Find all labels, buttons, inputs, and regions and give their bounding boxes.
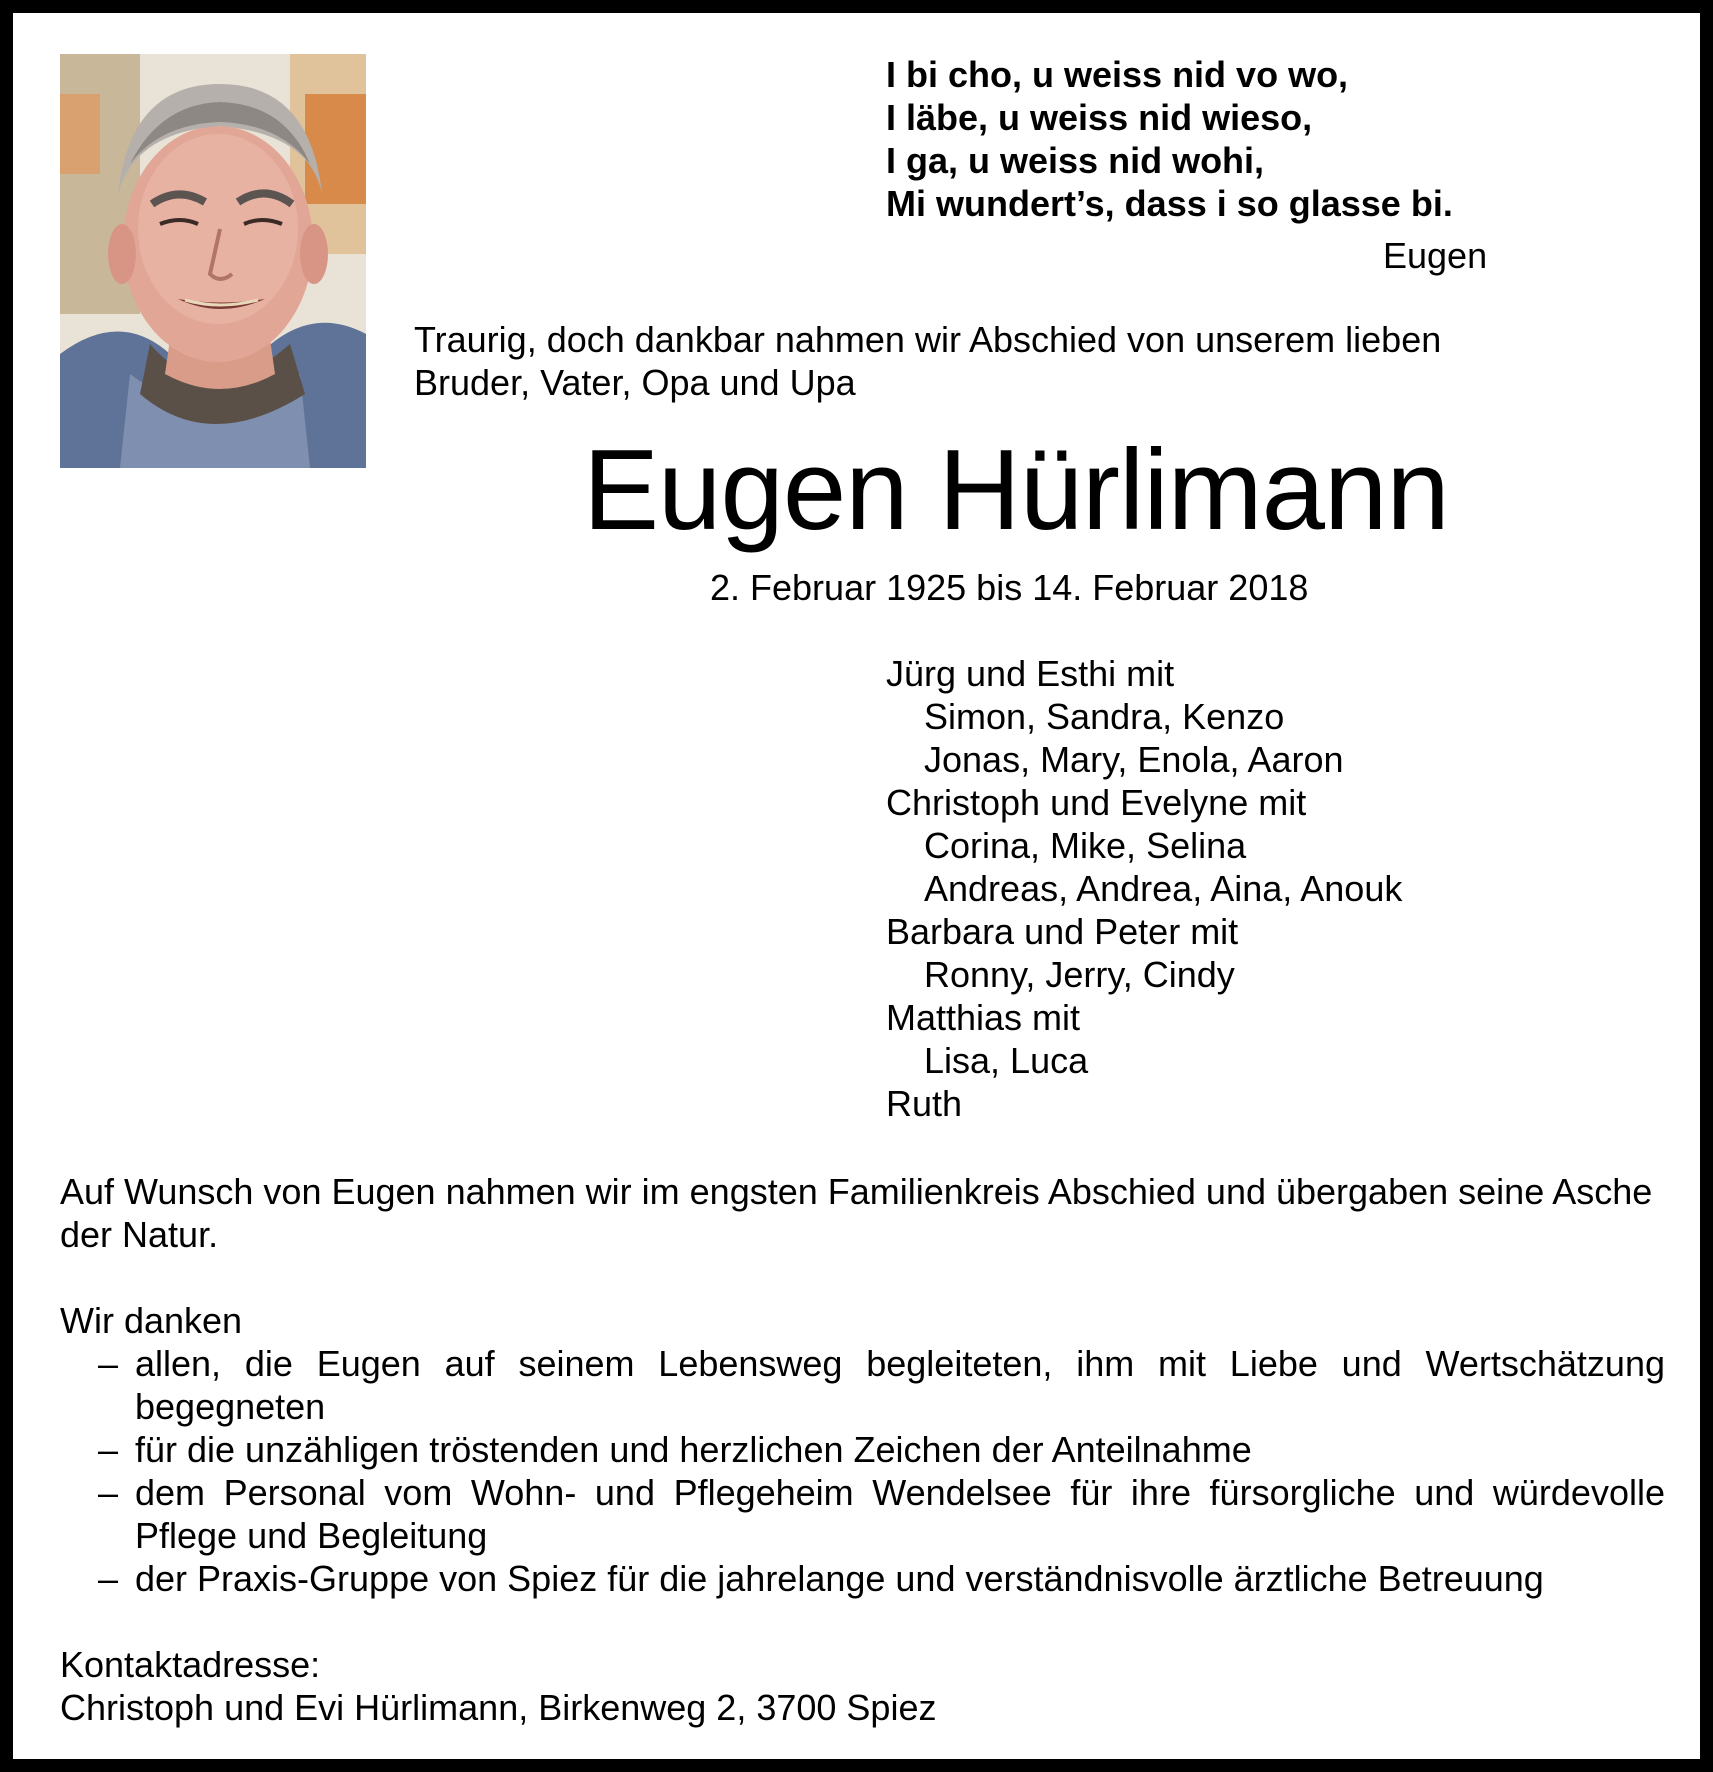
family-line: Ruth [886, 1083, 963, 1124]
thanks-list [60, 1342, 1665, 1600]
intro-line: Traurig, doch dankbar nahmen wir Abschied von unserem lieben [414, 319, 1442, 360]
poem-line: I ga, u weiss nid wohi, [886, 140, 1265, 181]
poem-author: Eugen [1383, 235, 1488, 276]
poem-line: I bi cho, u weiss nid vo wo, [886, 54, 1349, 95]
wish-paragraph: Auf Wunsch von Eugen nahmen wir im engsten Familienkreis Abschied und übergaben seine Asche der Natur. [60, 1171, 1653, 1255]
family-list [886, 652, 1402, 1125]
family-line: Andreas, Andrea, Aina, Anouk [924, 868, 1403, 909]
thanks-item [60, 1342, 1665, 1428]
family-line: Christoph und Evelyne mit [886, 782, 1307, 823]
intro-text [414, 318, 1441, 404]
thanks-item-text: allen, die Eugen auf seinem Lebensweg begleiteten, ihm mit Liebe und Wertschätzung begegneten [135, 1343, 1665, 1427]
thanks-item [60, 1557, 1665, 1600]
poem-line: I läbe, u weiss nid wieso, [886, 97, 1313, 138]
thanks-item-text: für die unzähligen tröstenden und herzlichen Zeichen der Anteilnahme [135, 1429, 1252, 1470]
thanks-section [60, 1299, 1665, 1600]
family-line: Lisa, Luca [924, 1040, 1089, 1081]
family-line: Jürg und Esthi mit [886, 653, 1175, 694]
poem [886, 53, 1453, 225]
family-line: Matthias mit [886, 997, 1081, 1038]
thanks-item [60, 1428, 1665, 1471]
family-line: Jonas, Mary, Enola, Aaron [924, 739, 1344, 780]
contact-address: Christoph und Evi Hürlimann, Birkenweg 2, 3700 Spiez [60, 1687, 937, 1728]
family-line: Simon, Sandra, Kenzo [924, 696, 1285, 737]
contact-block [60, 1643, 936, 1729]
family-line: Corina, Mike, Selina [924, 825, 1247, 866]
dash-bullet: – [98, 1343, 119, 1384]
dash-bullet: – [98, 1558, 119, 1599]
intro-line: Bruder, Vater, Opa und Upa [414, 362, 856, 403]
thanks-item-text: der Praxis-Gruppe von Spiez für die jahrelange und verständnisvolle ärztliche Betreuung [135, 1558, 1544, 1599]
thanks-item-text: dem Personal vom Wohn- und Pflegeheim Wendelsee für ihre fürsorgliche und würdevolle Pflege und Begleitung [135, 1472, 1665, 1556]
thanks-item [60, 1471, 1665, 1557]
portrait-photo [60, 54, 366, 468]
family-line: Barbara und Peter mit [886, 911, 1239, 952]
family-line: Ronny, Jerry, Cindy [924, 954, 1235, 995]
dash-bullet: – [98, 1472, 119, 1513]
contact-label: Kontaktadresse: [60, 1644, 321, 1685]
dash-bullet: – [98, 1429, 119, 1470]
poem-line: Mi wundert’s, dass i so glasse bi. [886, 183, 1453, 224]
thanks-heading: Wir danken [60, 1300, 243, 1341]
life-dates: 2. Februar 1925 bis 14. Februar 2018 [710, 567, 1309, 608]
deceased-name: Eugen Hürlimann [583, 427, 1449, 554]
